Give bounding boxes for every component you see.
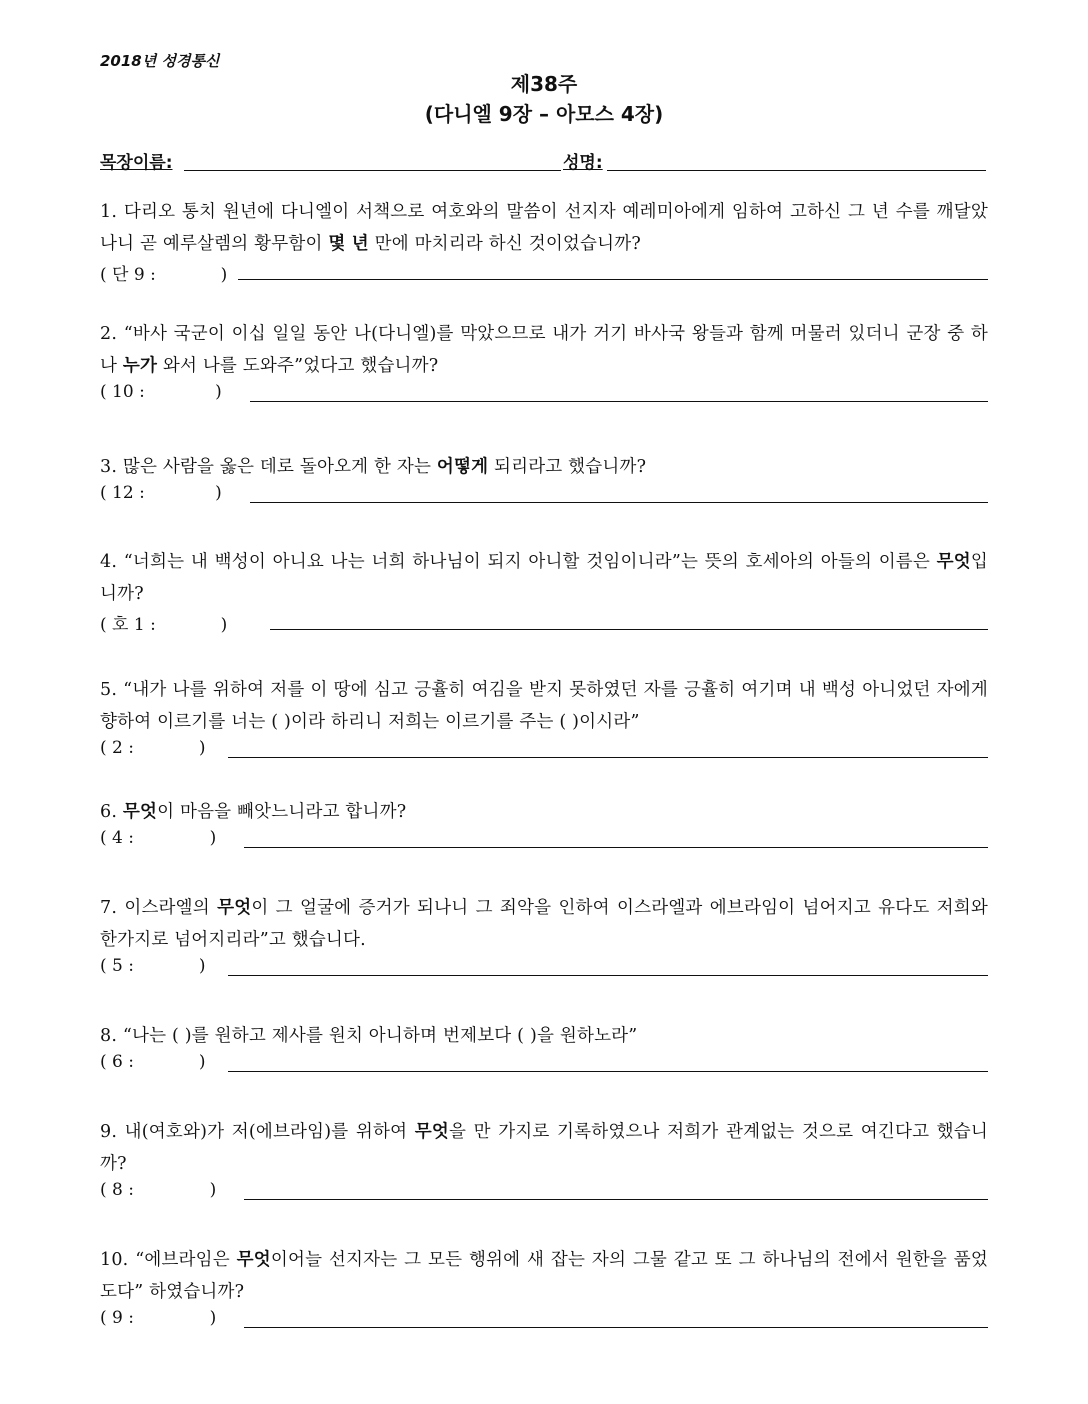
question-6 xyxy=(100,796,988,854)
question-text: 6. 무엇이 마음을 빼앗느니라고 합니까? xyxy=(100,802,407,822)
question-text: 5. “내가 나를 위하여 저를 이 땅에 심고 긍휼히 여김을 받지 못하였던 자를 긍휼히 여기며 내 백성 아니었던 자에게 향하여 이르기를 너는 ( )이라 하리니 저희는 이르기를 주는 ( )이시라” xyxy=(100,680,988,732)
question-8 xyxy=(100,1020,988,1078)
question-text: 8. “나는 ( )를 원하고 제사를 원치 아니하며 번제보다 ( )을 원하노라” xyxy=(100,1026,638,1046)
answer-row xyxy=(100,956,988,982)
answer-line[interactable] xyxy=(228,1071,988,1072)
question-3 xyxy=(100,451,988,509)
verse-reference: ( 단 9 : ) xyxy=(100,265,228,285)
group-name-label: 목장이름: xyxy=(100,153,173,173)
question-5 xyxy=(100,674,988,764)
verse-reference: ( 9 : ) xyxy=(100,1308,217,1328)
answer-line[interactable] xyxy=(250,401,988,402)
verse-reference: ( 2 : ) xyxy=(100,738,206,758)
verse-reference: ( 호 1 : ) xyxy=(100,615,228,635)
answer-line[interactable] xyxy=(250,502,988,503)
question-1 xyxy=(100,196,988,286)
answer-row xyxy=(100,1180,988,1206)
answer-row xyxy=(100,382,988,408)
question-2 xyxy=(100,318,988,408)
verse-reference: ( 4 : ) xyxy=(100,828,217,848)
question-text: 4. “너희는 내 백성이 아니요 나는 너희 하나님이 되지 아니할 것임이니라”는 뜻의 호세아의 아들의 이름은 무엇입니까? xyxy=(100,552,988,604)
answer-line[interactable] xyxy=(244,847,988,848)
question-text: 7. 이스라엘의 무엇이 그 얼굴에 증거가 되나니 그 죄악을 인하여 이스라엘과 에브라임이 넘어지고 유다도 저희와 한가지로 넘어지리라”고 했습니다. xyxy=(100,898,988,950)
answer-line[interactable] xyxy=(244,1327,988,1328)
answer-row xyxy=(100,828,988,854)
answer-row xyxy=(100,260,988,286)
verse-reference: ( 5 : ) xyxy=(100,956,206,976)
question-text: 1. 다리오 통치 원년에 다니엘이 서책으로 여호와의 말씀이 선지자 예레미아에게 임하여 고하신 그 년 수를 깨달았나니 곧 예루살렘의 황무함이 몇 년 만에 마치리라 하신 것이었습니까? xyxy=(100,202,988,254)
question-7 xyxy=(100,892,988,982)
verse-reference: ( 6 : ) xyxy=(100,1052,206,1072)
verse-reference: ( 8 : ) xyxy=(100,1180,217,1200)
answer-line[interactable] xyxy=(270,629,988,630)
page-subtitle: (다니엘 9장 – 아모스 4장) xyxy=(424,102,664,126)
answer-line[interactable] xyxy=(238,279,988,280)
document-header: 2018년 성경통신 xyxy=(100,52,220,70)
answer-line[interactable] xyxy=(228,757,988,758)
answer-row xyxy=(100,1308,988,1334)
answer-row xyxy=(100,610,988,636)
answer-row xyxy=(100,1052,988,1078)
verse-reference: ( 10 : ) xyxy=(100,382,222,402)
verse-reference: ( 12 : ) xyxy=(100,483,222,503)
name-row xyxy=(100,148,986,174)
question-text: 2. “바사 국군이 이십 일일 동안 나(다니엘)를 막았으므로 내가 거기 바사국 왕들과 함께 머물러 있더니 군장 중 하나 누가 와서 나를 도와주”었다고 했습니까? xyxy=(100,324,989,376)
question-4 xyxy=(100,546,988,636)
group-name-line[interactable] xyxy=(184,170,561,171)
answer-row xyxy=(100,738,988,764)
answer-line[interactable] xyxy=(228,975,988,976)
question-9 xyxy=(100,1116,988,1206)
question-text: 3. 많은 사람을 옳은 데로 돌아오게 한 자는 어떻게 되리라고 했습니까? xyxy=(100,457,647,477)
answer-row xyxy=(100,483,988,509)
question-text: 9. 내(여호와)가 저(에브라임)를 위하여 무엇을 만 가지로 기록하였으나 저희가 관계없는 것으로 여긴다고 했습니까? xyxy=(100,1122,988,1174)
question-10 xyxy=(100,1244,988,1334)
page-title: 제38주 xyxy=(510,72,578,96)
person-name-line[interactable] xyxy=(607,170,986,171)
question-text: 10. “에브라임은 무엇이어늘 선지자는 그 모든 행위에 새 잡는 자의 그물 같고 또 그 하나님의 전에서 원한을 품었도다” 하였습니까? xyxy=(100,1250,989,1302)
answer-line[interactable] xyxy=(244,1199,988,1200)
person-name-label: 성명: xyxy=(563,153,603,173)
